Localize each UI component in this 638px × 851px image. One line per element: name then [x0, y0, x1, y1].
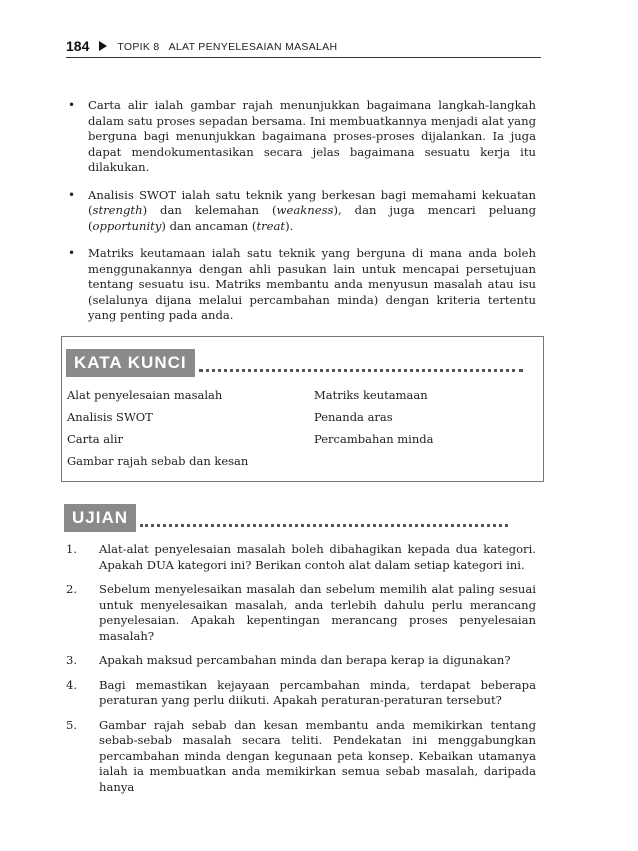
question-number: 1. — [66, 542, 78, 556]
bullet-text: Matriks keutamaan ialah satu teknik yang berguna di mana anda boleh menggunakannya dengan ahli pasukan lain untuk mencapai persetujuan tentang sesuatu isu. Matriks membantu anda menyusun masalah atau isu (selalunya dijana melalui percambahan minda) dengan kriteria tertentu yang penting pada anda. — [88, 246, 536, 322]
keyword-grid — [67, 387, 527, 470]
page-number: 184 — [66, 38, 90, 54]
keyword-term: Carta alir — [67, 432, 123, 446]
play-arrow-icon — [99, 41, 107, 51]
question-text: Apakah maksud percambahan minda dan berapa kerap ia digunakan? — [99, 653, 511, 667]
question-number: 5. — [66, 717, 78, 732]
question-text: Sebelum menyelesaikan masalah dan sebelum memilih alat paling sesuai untuk menyelesaikan masalah, anda terlebih dahulu perlu merancang penyelesaian. Apakah kepentingan merancang proses penyelesaian masalah? — [99, 582, 536, 643]
bullet-list — [66, 98, 536, 336]
list-item — [66, 188, 536, 235]
question-item — [66, 582, 536, 644]
running-header — [66, 36, 541, 58]
keyword-term: Gambar rajah sebab dan kesan — [67, 454, 249, 468]
keyword-term: Percambahan minda — [314, 432, 434, 446]
bullet-text: Carta alir ialah gambar rajah menunjukkan bagaimana langkah-langkah dalam satu proses sepadan bersama. Ini membuatkannya menjadi alat yang berguna bagi menunjukkan bagaimana proses-proses dijalankan. Ia juga dapat mendokumentasikan secara jelas bagaimana sesuatu kerja itu dilakukan. — [88, 98, 536, 174]
header-title: TOPIK 8 ALAT PENYELESAIAN MASALAH — [117, 41, 338, 53]
dotted-rule — [199, 369, 523, 372]
question-number: 3. — [66, 653, 78, 667]
bullet-icon: • — [68, 187, 76, 202]
bullet-icon: • — [68, 98, 76, 112]
question-number: 2. — [66, 582, 78, 596]
keyword-term: Alat penyelesaian masalah — [67, 388, 223, 402]
dotted-rule — [140, 524, 508, 527]
kata-kunci-box — [61, 336, 544, 482]
question-item — [66, 542, 536, 573]
question-item — [66, 678, 536, 709]
question-item — [66, 653, 536, 669]
question-list — [66, 542, 536, 804]
bullet-icon: • — [68, 246, 76, 260]
list-item — [66, 98, 536, 176]
keyword-term: Penanda aras — [314, 410, 393, 424]
ujian-banner — [64, 504, 508, 532]
ujian-title: UJIAN — [64, 504, 136, 532]
question-item — [66, 718, 536, 796]
keyword-term: Matriks keutamaan — [314, 388, 428, 402]
question-text: Alat-alat penyelesaian masalah boleh dibahagikan kepada dua kategori. Apakah DUA kategori ini? Berikan contoh alat dalam setiap kategori ini. — [99, 542, 536, 572]
bullet-text: Analisis SWOT ialah satu teknik yang berkesan bagi memahami kekuatan (strength) dan kelemahan (weakness), dan juga mencari peluang (opportunity) dan ancaman (treat). — [88, 187, 536, 233]
keyword-term: Analisis SWOT — [67, 410, 153, 424]
question-number: 4. — [66, 677, 78, 692]
kata-kunci-banner — [66, 349, 523, 377]
question-text: Gambar rajah sebab dan kesan membantu anda memikirkan tentang sebab-sebab masalah secara teliti. Pendekatan ini menggabungkan percambahan minda dengan kegunaan peta konsep. Kebaikan utamanya ialah ia membuatkan anda memikirkan semua sebab masalah, daripada hanya — [99, 717, 536, 794]
kata-kunci-title: KATA KUNCI — [66, 349, 195, 377]
question-text: Bagi memastikan kejayaan percambahan minda, terdapat beberapa peraturan yang perlu diikuti. Apakah peraturan-peraturan tersebut? — [99, 677, 536, 707]
list-item — [66, 246, 536, 324]
